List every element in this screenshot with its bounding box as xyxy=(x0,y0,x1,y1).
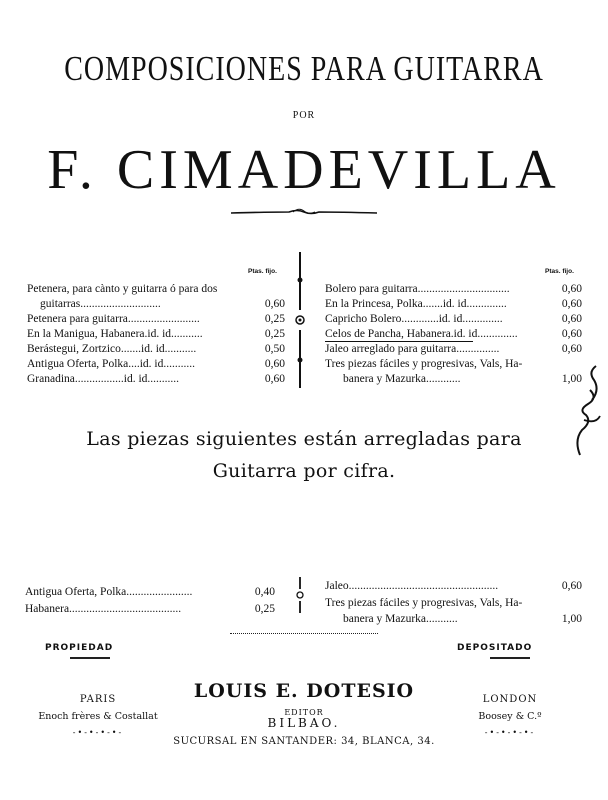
list-item: Petenera para guitarra......................... 0,25 xyxy=(27,313,285,325)
section-subtitle-line2: Guitarra por cifra. xyxy=(212,460,396,482)
list-item: Petenera, para cànto y guitarra ó para dos xyxy=(27,283,218,295)
composer-name: F. CIMADEVILLA xyxy=(47,139,561,201)
list-item: En la Princesa, Polka.......id. id.............. 0,60 xyxy=(325,298,582,310)
list-item: guitarras............................ 0,60 xyxy=(40,298,285,310)
list-item: Jaleo arreglado para guitarra............... 0,60 xyxy=(325,343,582,355)
page-title: COMPOSICIONES PARA GUITARRA xyxy=(64,50,544,89)
list-item: Habanera....................................... 0,25 xyxy=(25,603,275,615)
paris-city: PARIS xyxy=(79,694,117,705)
section-subtitle-line1: Las piezas siguientes están arregladas para xyxy=(86,428,522,450)
london-city: LONDON xyxy=(482,694,538,705)
list-item: En la Manigua, Habanera.id. id........... 0,25 xyxy=(27,328,285,340)
list-item: banera y Mazurka............ 1,00 xyxy=(343,373,582,385)
price-header-right: Ptas. fijo. xyxy=(545,268,574,275)
london-ornament: -•-•-•-•- xyxy=(484,728,536,737)
list-item: Berástegui, Zortzico.......id. id........... 0,50 xyxy=(27,343,285,355)
list-item: Capricho Bolero.............id. id.............. 0,60 xyxy=(325,313,582,325)
underline-mark xyxy=(325,341,473,342)
list-item: banera y Mazurka........... 1,00 xyxy=(343,613,582,625)
price-header-left: Ptas. fijo. xyxy=(248,268,277,275)
publisher-city: BILBAO. xyxy=(267,716,341,730)
by-label: POR xyxy=(292,110,316,121)
dotted-divider xyxy=(230,633,378,634)
small-vertical-ornament xyxy=(294,575,306,615)
list-item: Tres piezas fáciles y progresivas, Vals, Ha- xyxy=(325,597,523,609)
branch-address: SUCURSAL EN SANTANDER: 34, BLANCA, 34. xyxy=(173,736,435,747)
vertical-ornament xyxy=(294,250,306,390)
list-item: Antigua Oferta, Polka....id. id........... 0,60 xyxy=(27,358,285,370)
list-item: Tres piezas fáciles y progresivas, Vals, Ha- xyxy=(325,358,523,370)
list-item: Granadina.................id. id........... 0,60 xyxy=(27,373,285,385)
editor-label: EDITOR xyxy=(284,708,324,717)
property-stamp: PROPIEDAD xyxy=(45,643,114,653)
deposit-stamp: DEPOSITADO xyxy=(457,643,533,653)
paris-agent: Enoch frères & Costallat xyxy=(38,711,158,722)
flourish-ornament xyxy=(229,207,379,217)
list-item: Antigua Oferta, Polka....................... 0,40 xyxy=(25,586,275,598)
publisher-name: LOUIS E. DOTESIO xyxy=(193,680,415,702)
list-item: Bolero para guitarra................................ 0,60 xyxy=(325,283,582,295)
stamp-underline-left xyxy=(70,657,110,659)
list-item: Celos de Pancha, Habanera.id. id.............. 0,60 xyxy=(325,328,582,340)
stamp-underline-right xyxy=(490,657,530,659)
london-agent: Boosey & C.º xyxy=(478,711,542,722)
list-item: Jaleo.................................................... 0,60 xyxy=(325,580,582,592)
paris-ornament: -•-•-•-•- xyxy=(72,728,124,737)
